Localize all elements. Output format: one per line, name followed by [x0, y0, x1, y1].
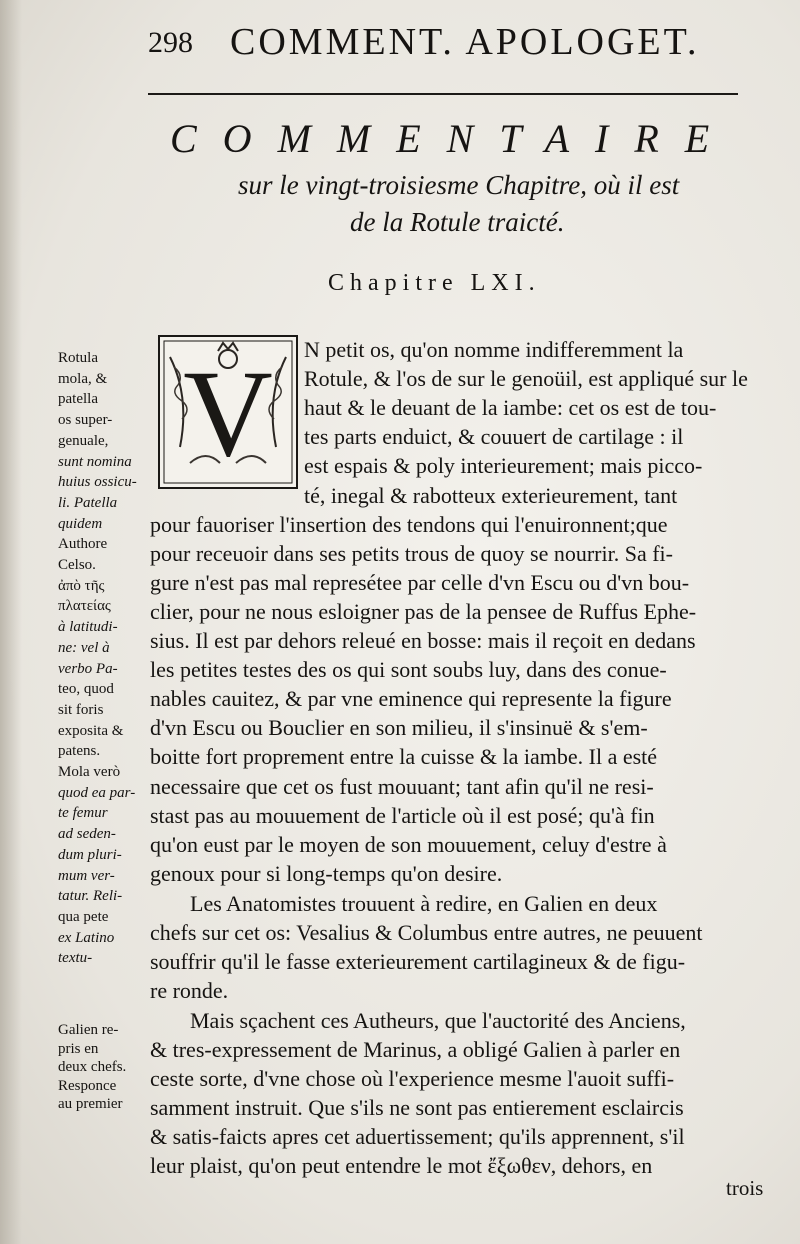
- margin-note-line: exposita &: [58, 722, 124, 739]
- header-rule: [148, 93, 738, 95]
- chapter-heading: Chapitre LXI.: [328, 270, 541, 296]
- body-line: les petites testes des os qui sont soubs luy, dans des conue-: [150, 657, 667, 683]
- margin-note-line: qua pete: [58, 908, 109, 925]
- margin-note-line: à latitudi-: [58, 619, 118, 636]
- margin-note-line: tatur. Reli-: [58, 888, 123, 905]
- margin-note-line: Rotula: [58, 350, 98, 366]
- page-number: 298: [148, 26, 193, 59]
- body-line: d'vn Escu ou Bouclier en son milieu, il s'insinuë & s'em-: [150, 715, 648, 741]
- margin-note-line: πλατείας: [58, 598, 111, 615]
- section-subtitle-line-2: de la Rotule traicté.: [350, 207, 565, 237]
- body-line: haut & le deuant de la iambe: cet os est de tou-: [304, 395, 717, 421]
- body-line: Mais sçachent ces Autheurs, que l'auctorité des Anciens,: [190, 1007, 686, 1033]
- margin-note-line: mum ver-: [58, 867, 115, 884]
- body-line: & tres-expressement de Marinus, a obligé Galien à parler en: [150, 1036, 681, 1062]
- running-head: [148, 18, 748, 68]
- body-line: gure n'est pas mal represétee par celle d'vn Escu ou d'vn bou-: [150, 569, 690, 595]
- body-line: Les Anatomistes trouuent à redire, en Galien en deux: [190, 890, 658, 916]
- margin-note-line: pris en: [58, 1040, 99, 1057]
- margin-note-line: Celso.: [58, 557, 96, 573]
- body-line: necessaire que cet os fust mouuant; tant afin qu'il ne resi-: [150, 773, 654, 799]
- margin-note-line: deux chefs.: [58, 1059, 127, 1075]
- margin-note-line: Galien re-: [58, 1022, 119, 1038]
- body-line: pour receuoir dans ses petits trous de quoy se nourrir. Sa fi-: [150, 540, 673, 566]
- margin-note-line: genuale,: [58, 432, 109, 449]
- margin-note-line: ad seden-: [58, 826, 116, 843]
- body-line: ceste sorte, d'vne chose où l'experience mesme l'auoit suffi-: [150, 1065, 675, 1091]
- ornamental-drop-cap: [158, 335, 298, 489]
- margin-note-line: teo, quod: [58, 681, 114, 698]
- margin-note-line: ne: vel à: [58, 639, 110, 656]
- body-line: est espais & poly interieurement; mais picco-: [304, 453, 703, 479]
- body-line: chefs sur cet os: Vesalius & Columbus entre autres, ne peuuent: [150, 919, 703, 945]
- margin-note-line: Responce: [58, 1077, 117, 1094]
- margin-note-line: sunt nomina: [58, 453, 132, 470]
- margin-note-line: huius ossicu-: [58, 474, 137, 491]
- drop-cap-ornament-icon: [160, 337, 296, 487]
- body-line: souffrir qu'il le fasse exterieurement cartilagineux & de figu-: [150, 948, 686, 974]
- margin-note-line: patella: [58, 391, 98, 408]
- margin-note-line: patens.: [58, 743, 101, 760]
- margin-note-line: textu-: [58, 950, 93, 967]
- body-line: clier, pour ne nous esloigner pas de la pensee de Ruffus Ephe-: [150, 598, 697, 624]
- catchword: trois: [726, 1176, 764, 1200]
- section-subtitle-line-1: sur le vingt-troisiesme Chapitre, où il est: [238, 170, 680, 200]
- body-line: pour fauoriser l'insertion des tendons qui l'enuironnent;que: [150, 511, 668, 537]
- body-line: genoux pour si long-temps qu'on desire.: [150, 860, 503, 886]
- body-line: sius. Il est par dehors releué en bosse: mais il reçoit en dedans: [150, 628, 696, 653]
- running-title: COMMENT. APOLOGET.: [230, 21, 700, 63]
- drop-cap-letter: V: [183, 345, 273, 482]
- margin-note-line: mola, &: [58, 370, 108, 387]
- body-line: & satis-faicts apres cet aduertissement; qu'ils apprennent, s'il: [150, 1123, 685, 1149]
- body-line: samment instruit. Que s'ils ne sont pas entierement esclaircis: [150, 1094, 684, 1120]
- body-line: boitte fort proprement entre la cuisse & la iambe. Il a esté: [150, 744, 658, 770]
- margin-note-line: quidem: [58, 515, 103, 532]
- body-line: Rotule, & l'os de sur le genoüil, est appliqué sur le: [304, 366, 748, 392]
- margin-note-line: ἀπὸ τῆς: [58, 577, 105, 594]
- body-line: qu'on eust par le moyen de son mouuement, celuy d'estre à: [150, 831, 667, 857]
- margin-note-line: te femur: [58, 805, 108, 822]
- margin-note-line: verbo Pa-: [58, 660, 118, 677]
- body-line: re ronde.: [150, 977, 229, 1003]
- spine-shadow: [0, 0, 22, 1244]
- body-line: stast pas au mouuement de l'article où il est posé; qu'à fin: [150, 802, 655, 828]
- margin-note-line: dum pluri-: [58, 846, 122, 863]
- margin-note-line: os super-: [58, 412, 113, 429]
- section-title: COMMENTAIRE: [170, 116, 736, 161]
- body-line: tes parts enduict, & couuert de cartilage : il: [304, 424, 684, 450]
- body-line: nables cauitez, & par vne eminence qui represente la figure: [150, 686, 672, 712]
- body-line: té, inegal & rabotteux exterieurement, tant: [304, 482, 678, 508]
- margin-note-line: sit foris: [58, 701, 104, 718]
- margin-note-line: ex Latino: [58, 929, 115, 946]
- margin-note-line: Mola verò: [58, 764, 121, 780]
- body-line: leur plaist, qu'on peut entendre le mot ἔξωθεν, dehors, en: [150, 1153, 653, 1178]
- margin-note-line: li. Patella: [58, 494, 118, 511]
- body-line: N petit os, qu'on nomme indifferemment la: [304, 337, 684, 362]
- margin-note-line: au premier: [58, 1096, 123, 1112]
- margin-note-line: quod ea par-: [58, 784, 136, 801]
- margin-note-line: Authore: [58, 536, 108, 553]
